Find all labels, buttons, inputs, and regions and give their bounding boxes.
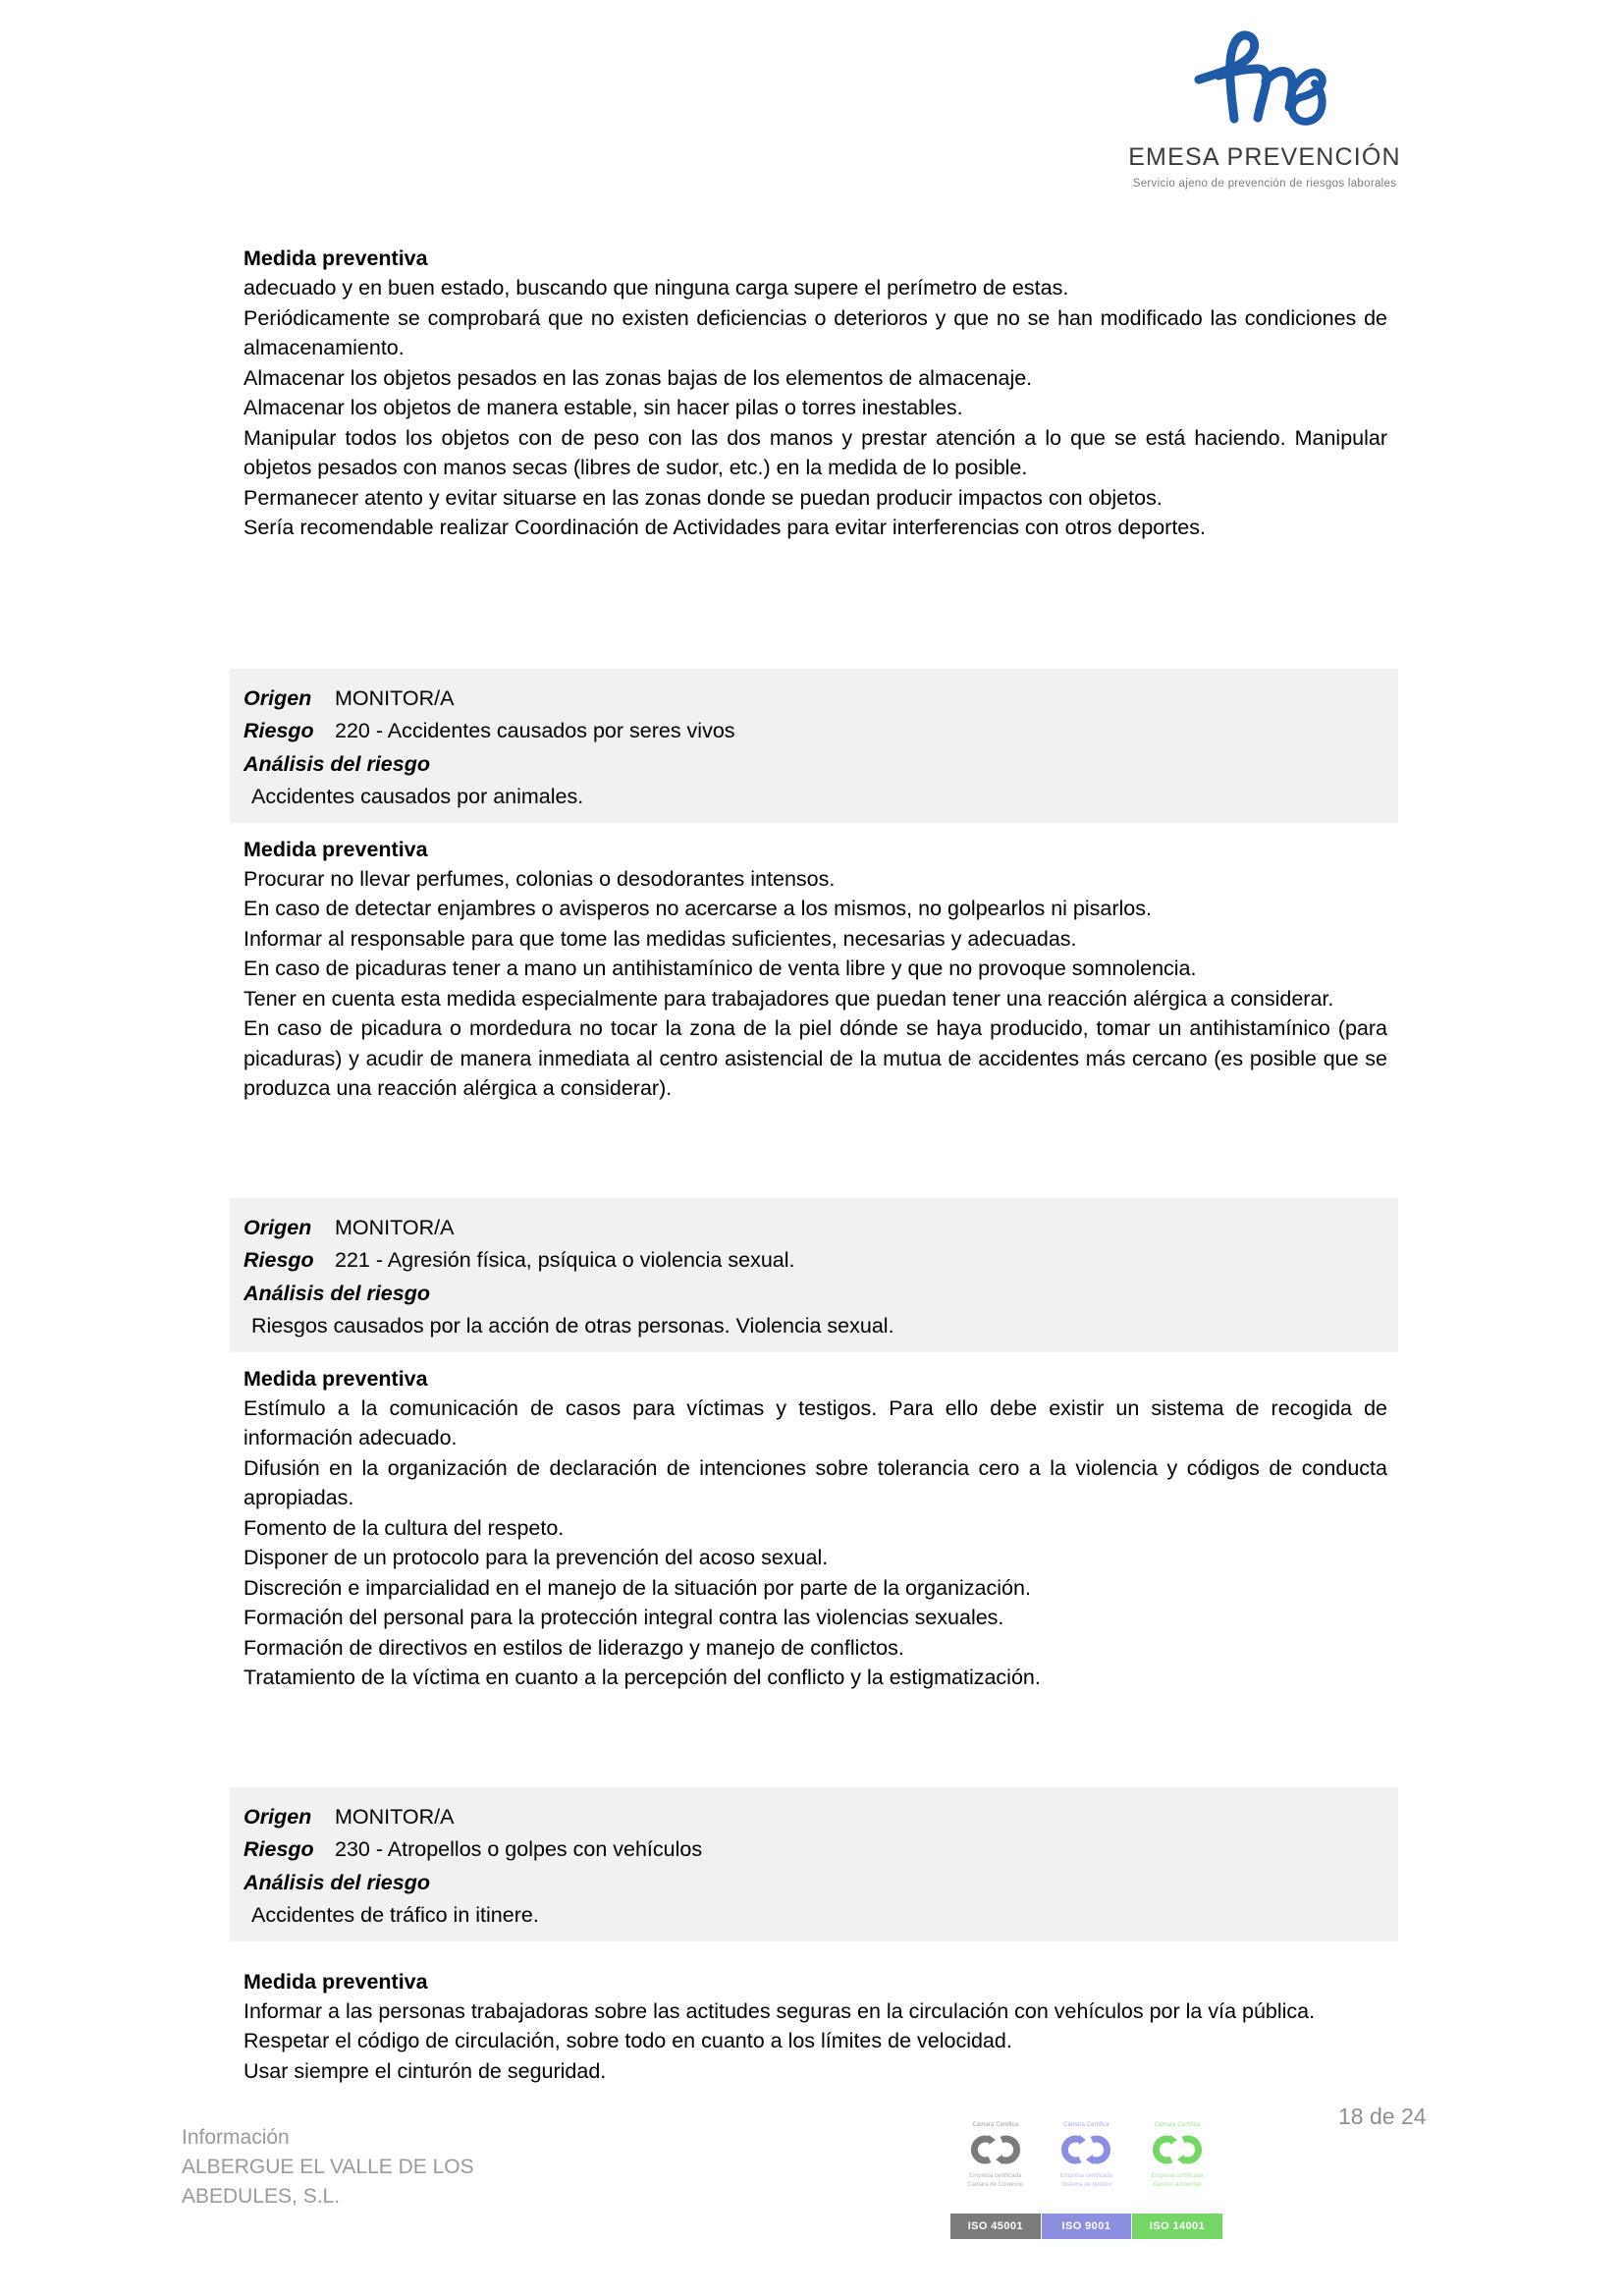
measure-block (243, 1967, 1387, 2087)
spacer (243, 823, 1387, 835)
spacer (243, 1104, 1387, 1198)
company-logo-block (1108, 22, 1422, 190)
certification-badge-iso45001 (950, 2119, 1042, 2239)
analisis-label: Análisis del riesgo (243, 1281, 430, 1305)
cert-sub-line-2: Gestión ambiental (1153, 2182, 1202, 2188)
measure-line: Formación del personal para la protección integral contra las violencias sexuales. (243, 1606, 1004, 1629)
cert-sub-line-2: Camara de Comercio (967, 2182, 1024, 2188)
origen-value: MONITOR/A (335, 1215, 455, 1239)
measure-line: Permanecer atento y evitar situarse en las zonas donde se puedan producir impactos con objetos. (243, 485, 1163, 510)
measure-title: Medida preventiva (243, 1366, 428, 1391)
measure-title: Medida preventiva (243, 246, 428, 270)
origen-label: Origen (243, 685, 312, 710)
document-content (243, 244, 1387, 2086)
cert-standard-label: ISO 14001 (1132, 2214, 1222, 2239)
measure-line: Discreción e imparcialidad en el manejo de la situación por parte de la organización. (243, 1575, 1031, 1600)
measure-line: Periódicamente se comprobará que no existen deficiencias o deterioros y que no se han modificado las condiciones de almacenamiento. (243, 305, 1387, 359)
measure-line: Formación de directivos en estilos de liderazgo y manejo de conflictos. (243, 1635, 904, 1660)
measure-line: Difusión en la organización de declaración de intenciones sobre tolerancia cero a la violencia y códigos de conducta apropiadas. (243, 1455, 1387, 1509)
spacer (243, 1941, 1387, 1967)
cert-standard-label: ISO 9001 (1042, 2214, 1132, 2239)
chain-link-icon (965, 2130, 1026, 2169)
riesgo-value: 221 - Agresión física, psíquica o violencia sexual. (335, 1247, 795, 1272)
certification-badge-iso14001 (1132, 2119, 1223, 2239)
measure-line: Procurar no llevar perfumes, colonias o desodorantes intensos. (243, 866, 836, 891)
spacer (243, 1352, 1387, 1364)
origen-label: Origen (243, 1804, 312, 1829)
measure-line: Almacenar los objetos pesados en las zonas bajas de los elementos de almacenaje. (243, 365, 1033, 390)
analisis-value: Accidentes de tráfico in itinere. (251, 1902, 539, 1927)
footer-company-line-2: ABEDULES, S.L. (182, 2185, 341, 2208)
measure-line: Informar al responsable para que tome las medidas suficientes, necesarias y adecuadas. (243, 926, 1077, 951)
measure-line: Estímulo a la comunicación de casos para víctimas y testigos. Para ello debe existir un sistema de recogida de información adecuado. (243, 1395, 1387, 1449)
measure-block (243, 835, 1387, 1104)
cert-top-label: Cámara Certifica (1063, 2122, 1109, 2128)
measure-line: En caso de picadura o mordedura no tocar la zona de la piel dónde se haya producido, tomar un antihistamínico (para picaduras) y acudir de manera inmediata al centro asistencial de la mutua de accidentes más cercano (es posible que se produzca una reacción alérgica a considerar). (243, 1016, 1387, 1100)
measure-line: Fomento de la cultura del respeto. (243, 1515, 565, 1540)
company-name: EMESA PREVENCIÓN (1128, 143, 1401, 171)
page-header (0, 22, 1623, 233)
cert-sub-line-1: Empresa certificada (1059, 2173, 1112, 2179)
measure-line: Tratamiento de la víctima en cuanto a la percepción del conflicto y la estigmatización. (243, 1666, 1041, 1689)
spacer (243, 1693, 1387, 1787)
risk-riesgo-row (230, 715, 1398, 747)
measure-line: Tener en cuenta esta medida especialmente para trabajadores que puedan tener una reacción alérgica a considerar. (243, 986, 1334, 1011)
page-number: 18 de 24 (1338, 2104, 1427, 2129)
eme-script-logo-icon (1108, 22, 1422, 139)
risk-block (230, 1787, 1398, 1941)
measure-line: Almacenar los objetos de manera estable, sin hacer pilas o torres inestables. (243, 396, 963, 419)
chain-link-icon (1055, 2130, 1116, 2169)
risk-riesgo-row (230, 1833, 1398, 1866)
footer-info-label: Información (182, 2126, 290, 2149)
riesgo-label: Riesgo (243, 718, 314, 742)
origen-value: MONITOR/A (335, 685, 455, 710)
spacer (243, 543, 1387, 669)
certification-badges (950, 2119, 1223, 2239)
risk-origen-row (230, 683, 1398, 715)
cert-top-label: Cámara Certifica (972, 2122, 1019, 2128)
measure-line: En caso de detectar enjambres o avisperos no acercarse a los mismos, no golpearlos ni pisarlos. (243, 897, 1152, 920)
company-tagline: Servicio ajeno de prevención de riesgos laborales (1132, 178, 1397, 190)
riesgo-label: Riesgo (243, 1836, 314, 1861)
analisis-label: Análisis del riesgo (243, 751, 430, 776)
analisis-label: Análisis del riesgo (243, 1870, 430, 1894)
measure-line: adecuado y en buen estado, buscando que ninguna carga supere el perímetro de estas. (243, 276, 1069, 300)
measure-line: Manipular todos los objetos con de peso con las dos manos y prestar atención a lo que se está haciendo. Manipular objetos pesados con manos secas (libres de sudor, etc.) en la medida de lo posible. (243, 425, 1387, 479)
cert-sub-line-1: Empresa certificada (969, 2173, 1022, 2179)
measure-line: Disponer de un protocolo para la prevención del acoso sexual. (243, 1546, 829, 1569)
measure-title: Medida preventiva (243, 837, 428, 861)
origen-label: Origen (243, 1215, 312, 1239)
measure-block (243, 244, 1387, 543)
risk-block (230, 1198, 1398, 1352)
measure-block (243, 1364, 1387, 1693)
risk-origen-row (230, 1801, 1398, 1833)
origen-value: MONITOR/A (335, 1804, 455, 1829)
cert-standard-label: ISO 45001 (950, 2214, 1041, 2239)
analisis-value: Riesgos causados por la acción de otras personas. Violencia sexual. (251, 1313, 894, 1338)
chain-link-icon (1147, 2130, 1208, 2169)
measure-title: Medida preventiva (243, 1969, 428, 1994)
risk-origen-row (230, 1212, 1398, 1244)
riesgo-value: 220 - Accidentes causados por seres vivos (335, 718, 735, 742)
risk-block (230, 669, 1398, 823)
cert-sub-line-1: Empresa certificada (1151, 2173, 1204, 2179)
measure-line: Informar a las personas trabajadoras sobre las actitudes seguras en la circulación con vehículos por la vía pública. (243, 1998, 1316, 2023)
footer-company-line-1: ALBERGUE EL VALLE DE LOS (182, 2156, 474, 2178)
risk-riesgo-row (230, 1244, 1398, 1277)
footer-company-info (182, 2123, 474, 2212)
measure-line: En caso de picaduras tener a mano un antihistamínico de venta libre y que no provoque somnolencia. (243, 957, 1197, 980)
analisis-value: Accidentes causados por animales. (251, 784, 584, 808)
riesgo-label: Riesgo (243, 1247, 314, 1272)
measure-line: Usar siempre el cinturón de seguridad. (243, 2058, 607, 2083)
page-footer (0, 2100, 1623, 2296)
cert-top-label: Cámara Certifica (1154, 2122, 1201, 2128)
certification-badge-iso9001 (1042, 2119, 1133, 2239)
measure-line: Sería recomendable realizar Coordinación de Actividades para evitar interferencias con otros deportes. (243, 516, 1206, 539)
measure-line: Respetar el código de circulación, sobre todo en cuanto a los límites de velocidad. (243, 2029, 1012, 2052)
riesgo-value: 230 - Atropellos o golpes con vehículos (335, 1836, 703, 1861)
cert-sub-line-2: Sistema de gestión (1060, 2182, 1111, 2188)
